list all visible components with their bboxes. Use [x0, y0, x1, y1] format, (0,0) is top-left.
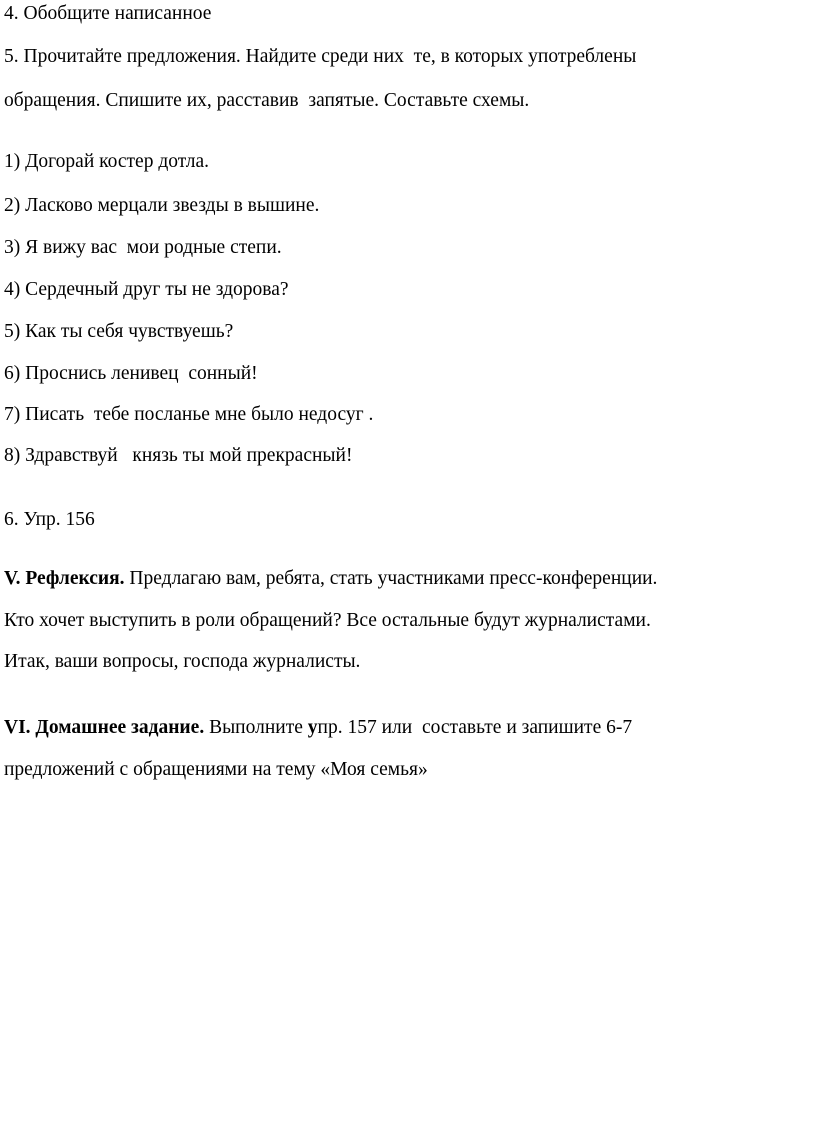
homework-line-2: предложений с обращениями на тему «Моя семья»	[4, 759, 428, 780]
item-5-line-1: 5. Прочитайте предложения. Найдите среди них те, в которых употреблены	[4, 46, 637, 67]
sentence-4: 4) Сердечный друг ты не здорова?	[4, 279, 289, 300]
sentence-8: 8) Здравствуй князь ты мой прекрасный!	[4, 445, 353, 466]
reflection-heading: V. Рефлексия.	[4, 568, 125, 589]
item-5-line-2: обращения. Спишите их, расставив запятые. Составьте схемы.	[4, 90, 530, 111]
sentence-2: 2) Ласково мерцали звезды в вышине.	[4, 195, 320, 216]
homework-line-1	[4, 716, 632, 740]
reflection-line-3: Итак, ваши вопросы, господа журналисты.	[4, 651, 361, 672]
sentence-3: 3) Я вижу вас мои родные степи.	[4, 237, 282, 258]
sentence-1: 1) Догорай костер дотла.	[4, 151, 210, 172]
item-6: 6. Упр. 156	[4, 509, 95, 530]
homework-text-1a: Выполните	[204, 717, 308, 738]
reflection-line-2: Кто хочет выступить в роли обращений? Все остальные будут журналистами.	[4, 610, 651, 631]
homework-text-1c: пр. 157 или составьте и запишите 6-7	[317, 717, 633, 738]
reflection-text-1: Предлагаю вам, ребята, стать участниками пресс-конференции.	[124, 568, 658, 589]
sentence-7: 7) Писать тебе посланье мне было недосуг .	[4, 404, 374, 425]
sentence-5: 5) Как ты себя чувствуешь?	[4, 321, 234, 342]
item-4: 4. Обобщите написанное	[4, 3, 212, 24]
reflection-line-1	[4, 567, 657, 591]
homework-heading: VI. Домашнее задание.	[4, 717, 205, 738]
sentence-6: 6) Проснись ленивец сонный!	[4, 363, 258, 384]
homework-text-1b: у	[307, 717, 318, 738]
